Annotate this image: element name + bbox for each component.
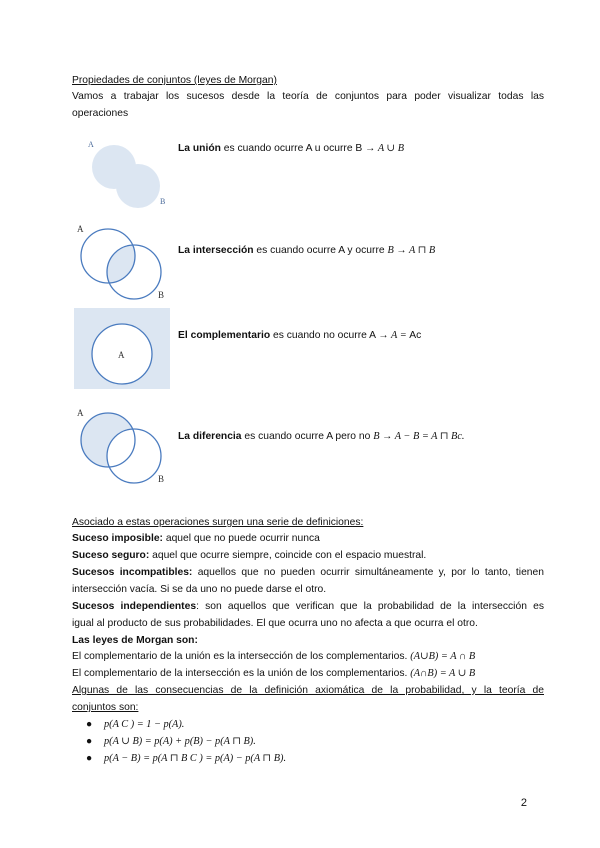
intro-line-1: Vamos a trabajar los sucesos desde la teoría de conjuntos para poder visualizar todas las xyxy=(72,91,544,102)
consequences-line-2: conjuntos son: xyxy=(72,702,139,713)
def-sucesos-independientes: Sucesos independientes: son aquellos que verifican que la probabilidad de la intersección es xyxy=(72,601,544,612)
union-caption: La unión es cuando ocurre A u ocurre B → A ∪ B xyxy=(178,143,405,154)
bullet-icon: ● xyxy=(86,736,93,747)
page-number: 2 xyxy=(520,797,527,809)
consequences-list xyxy=(86,716,286,767)
difference-caption: La diferencia es cuando ocurre A pero no B → A − B = A ⊓ Bc. xyxy=(178,431,465,442)
consequences-line-1: Algunas de las consecuencias de la definición axiomática de la probabilidad, y la teoría de xyxy=(72,685,544,696)
def-sucesos-incompatibles: Sucesos incompatibles: aquellos que no pueden ocurrir simultáneamente y, por lo tanto, tienen xyxy=(72,567,544,578)
complement-caption: El complementario es cuando no ocurre A → A = Ac xyxy=(178,330,422,341)
intersection-venn-diagram xyxy=(72,220,172,302)
union-venn-diagram xyxy=(72,134,172,210)
morgan-heading: Las leyes de Morgan son: xyxy=(72,635,198,646)
def-sucesos-incompatibles-2: intersección vacía. Si se da uno no puede darse el otro. xyxy=(72,584,327,595)
union-label-b: B xyxy=(160,197,166,206)
intro-line-2: operaciones xyxy=(72,108,129,119)
def-sucesos-independientes-2: igual al producto de sus probabilidades. El que ocurra uno no afecta a que ocurra el otro. xyxy=(72,618,478,629)
morgan-law-2: El complementario de la intersección es la unión de los complementarios. (A∩B) = A ∪ B xyxy=(72,668,476,679)
list-item: ● p(A C ) = 1 − p(A). xyxy=(86,716,286,733)
difference-venn-diagram xyxy=(72,404,172,486)
list-item: ● p(A ∪ B) = p(A) + p(B) − p(A ⊓ B). xyxy=(86,733,286,750)
difference-label-b: B xyxy=(158,474,165,484)
def-suceso-seguro: Suceso seguro: aquel que ocurre siempre, coincide con el espacio muestral. xyxy=(72,550,427,561)
union-label-a: A xyxy=(88,140,94,149)
complement-label-a: A xyxy=(118,350,125,360)
bullet-icon: ● xyxy=(86,719,93,730)
intersection-label-b: B xyxy=(158,290,165,300)
def-suceso-imposible: Suceso imposible: aquel que no puede ocurrir nunca xyxy=(72,533,320,544)
definitions-heading: Asociado a estas operaciones surgen una serie de definiciones: xyxy=(72,517,364,528)
intersection-label-a: A xyxy=(77,224,84,234)
list-item: ● p(A − B) = p(A ⊓ B C ) = p(A) − p(A ⊓ B). xyxy=(86,750,286,767)
intersection-caption: La intersección es cuando ocurre A y ocurre B → A ⊓ B xyxy=(178,245,436,256)
difference-label-a: A xyxy=(77,408,84,418)
complement-venn-diagram xyxy=(74,308,170,389)
bullet-icon: ● xyxy=(86,753,93,764)
morgan-law-1: El complementario de la unión es la intersección de los complementarios. (A∪B) = A ∩ B xyxy=(72,651,476,662)
section-heading-morgan: Propiedades de conjuntos (leyes de Morgan) xyxy=(72,75,277,86)
